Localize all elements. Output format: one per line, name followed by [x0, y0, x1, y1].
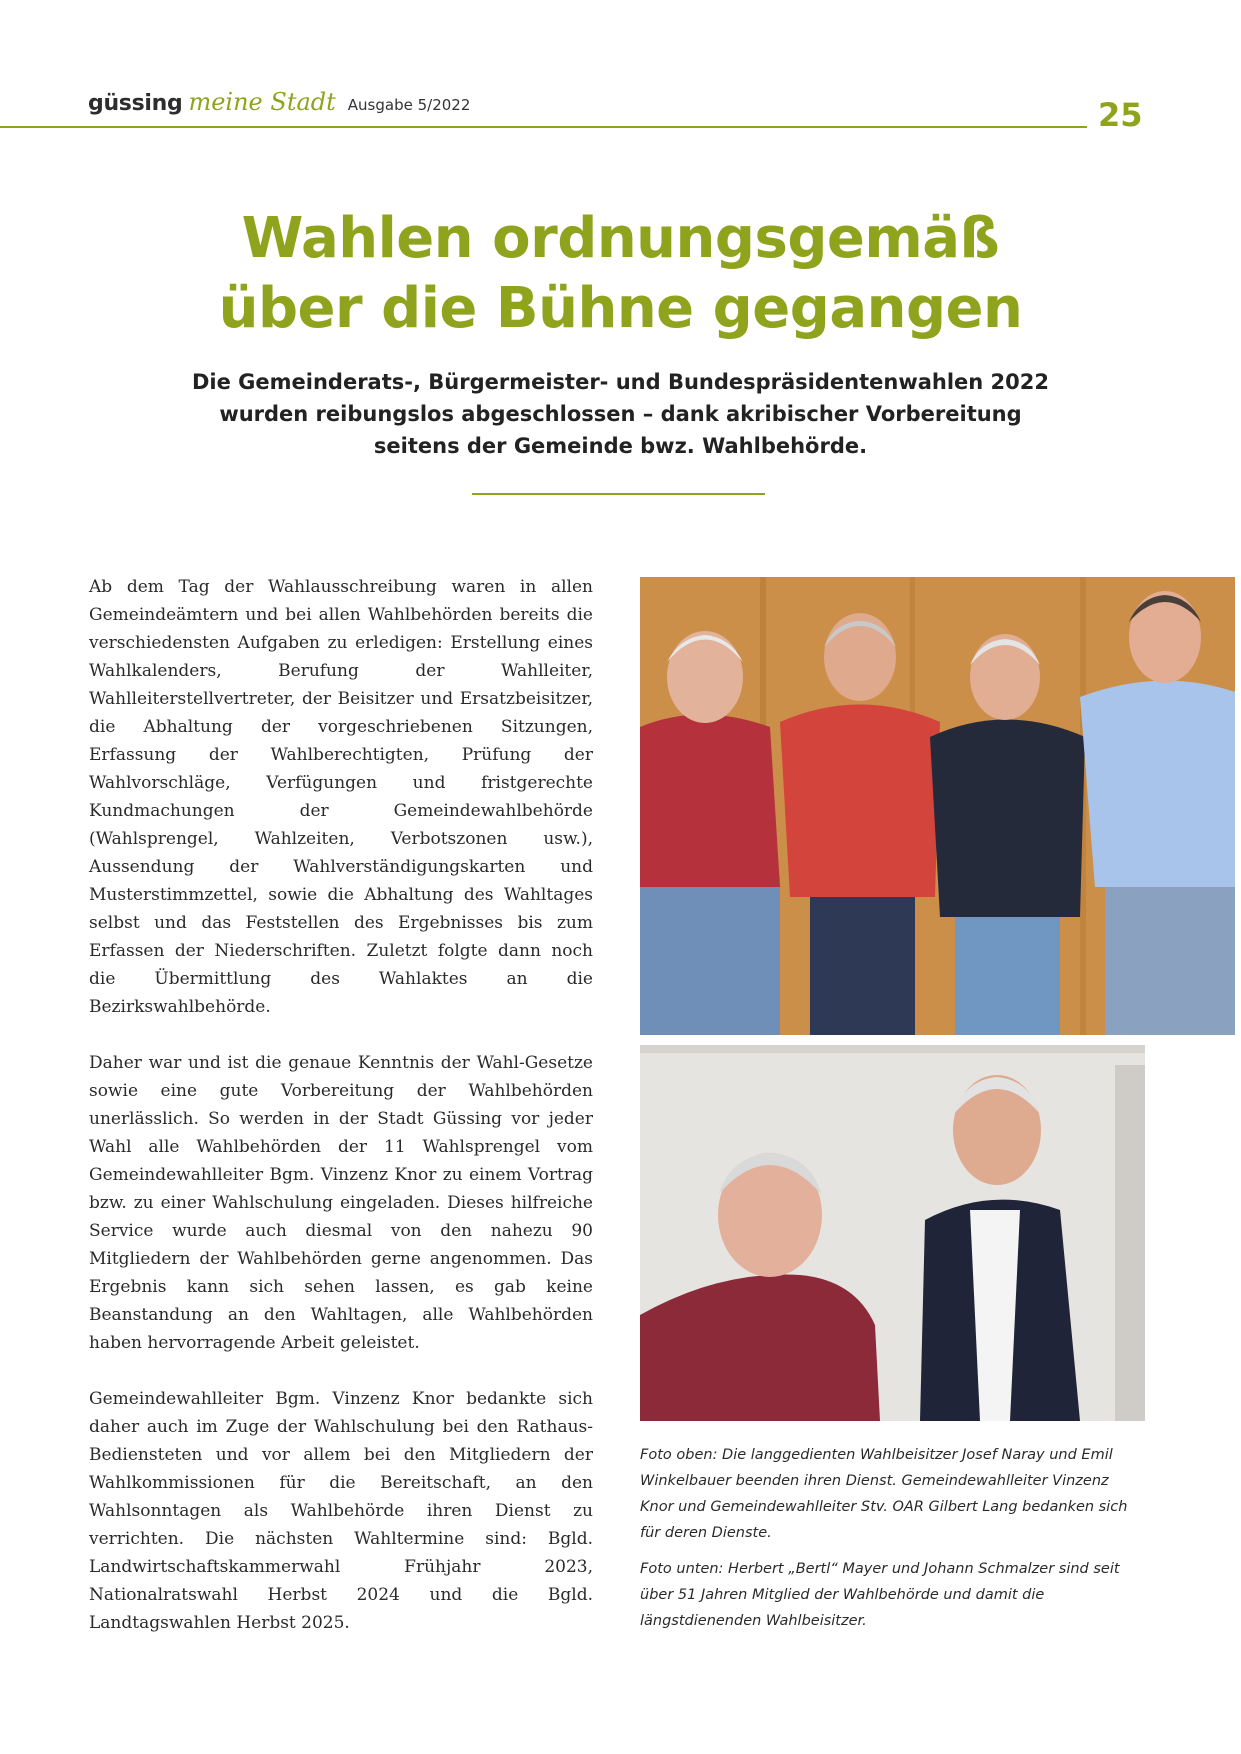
title-line-2: über die Bühne gegangen — [218, 276, 1023, 341]
article-title — [80, 204, 1161, 344]
photo-bottom — [640, 1045, 1145, 1421]
caption-bottom-photo: Foto unten: Herbert „Bertl“ Mayer und Johann Schmalzer sind seit über 51 Jahren Mitglied der Wahlbehörde und damit die längstdienenden Wahlbeisitzer. — [640, 1561, 1120, 1629]
article-subtitle: Die Gemeinderats-, Bürgermeister- und Bundespräsidentenwahlen 2022 wurden reibungslos abgeschlossen – dank akribischer Vorbereitung seitens der Gemeinde bwz. Wahlbehörde. — [191, 370, 1050, 458]
caption-top-photo: Foto oben: Die langgedienten Wahlbeisitzer Josef Naray und Emil Winkelbauer beenden ihren Dienst. Gemeindewahlleiter Vinzenz Knor und Gemeindewahlleiter Stv. OAR Gilbert Lang bedanken sich für deren Dienste. — [640, 1447, 1128, 1541]
paragraph-2: Daher war und ist die genaue Kenntnis der Wahl-Gesetze sowie eine gute Vorbereitung der Wahlbehörden unerlässlich. So werden in der Stadt Güssing vor jeder Wahl alle Wahlbehörden der 11 Wahlsprengel vom Gemeindewahlleiter Bgm. Vinzenz Knor zu einem Vortrag bzw. zu einer Wahlschulung eingeladen. Dieses hilfreiche Service wurde auch diesmal von den nahezu 90 Mitgliedern der Wahlbehörden gerne angenommen. Das Ergebnis kann sich sehen lassen, es gab keine Beanstandung an den Wahltagen, alle Wahlbehörden haben hervorragende Arbeit geleistet. — [89, 1053, 593, 1353]
issue-label: Ausgabe 5/2022 — [347, 96, 471, 114]
subtitle-divider — [472, 493, 765, 495]
brand-name: güssing — [88, 91, 183, 116]
paragraph-3: Gemeindewahlleiter Bgm. Vinzenz Knor bedankte sich daher auch im Zuge der Wahlschulung bei den Rathaus-Bediensteten und vor allem bei den Mitgliedern der Wahlkommissionen für die Bereitschaft, an den Wahlsonntagen als Wahlbehörde ihren Dienst zu verrichten. Die nächsten Wahltermine sind: Bgld. Landwirtschaftskammerwahl Frühjahr 2023, Nationalratswahl Herbst 2024 und die Bgld. Landtagswahlen Herbst 2025. — [89, 1389, 593, 1633]
header-divider — [0, 126, 1087, 128]
article-body — [89, 573, 593, 1665]
page-number: 25 — [1098, 96, 1143, 134]
brand-tagline: meine Stadt — [188, 88, 336, 116]
title-line-1: Wahlen ordnungsgemäß — [241, 206, 1000, 271]
page-header — [88, 88, 470, 118]
photo-top — [640, 577, 1235, 1035]
paragraph-1: Ab dem Tag der Wahlausschreibung waren in allen Gemeindeämtern und bei allen Wahlbehörden bereits die verschiedensten Aufgaben zu erledigen: Erstellung eines Wahlkalenders, Berufung der Wahlleiter, Wahlleiterstellvertreter, der Beisitzer und Ersatzbeisitzer, die Abhaltung der vorgeschriebenen Sitzungen, Erfassung der Wahlberechtigten, Prüfung der Wahlvorschläge, Verfügungen und fristgerechte Kundmachungen der Gemeindewahlbehörde (Wahlsprengel, Wahlzeiten, Verbotszonen usw.), Aussendung der Wahlverständigungskarten und Musterstimmzettel, sowie die Abhaltung des Wahltages selbst und das Feststellen des Ergebnisses bis zum Erfassen der Niederschriften. Zuletzt folgte dann noch die Übermittlung des Wahlaktes an die Bezirkswahlbehörde. — [89, 577, 593, 1017]
